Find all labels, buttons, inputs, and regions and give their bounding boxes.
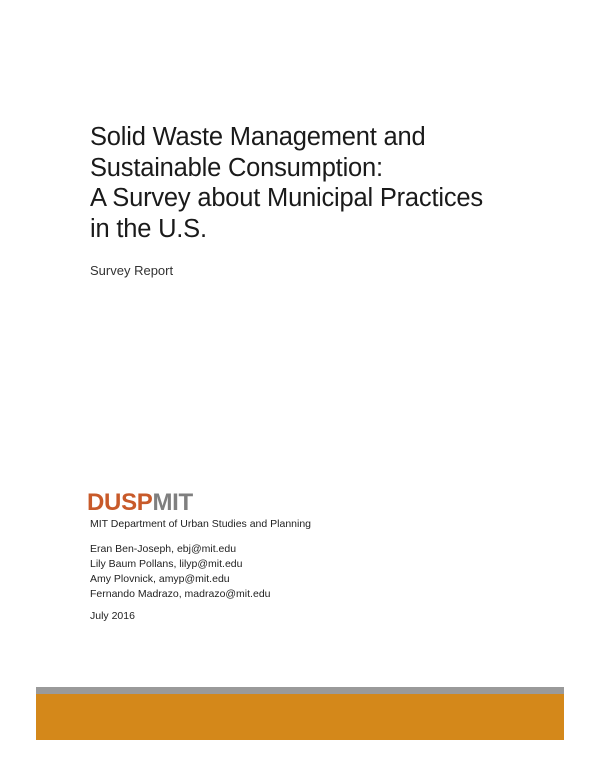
author-item: Eran Ben-Joseph, ebj@mit.edu <box>90 543 237 555</box>
report-title <box>90 122 560 244</box>
author-item: Fernando Madrazo, madrazo@mit.edu <box>90 588 271 600</box>
footer-gray-band <box>36 687 564 694</box>
logo-dusp-text: DUSP <box>87 489 153 516</box>
department-name: MIT Department of Urban Studies and Planning <box>90 518 312 530</box>
title-line-2: Sustainable Consumption: <box>90 153 383 182</box>
author-item: Amy Plovnick, amyp@mit.edu <box>90 573 230 585</box>
duspmit-logo <box>87 490 193 516</box>
author-list <box>90 542 271 602</box>
title-line-4: in the U.S. <box>90 214 207 243</box>
author-item: Lily Baum Pollans, lilyp@mit.edu <box>90 558 243 570</box>
footer-orange-band <box>36 694 564 740</box>
title-line-3: A Survey about Municipal Practices <box>90 184 483 212</box>
report-subtitle: Survey Report <box>90 263 174 278</box>
publication-date: July 2016 <box>90 610 135 622</box>
logo-mit-text: MIT <box>152 489 193 516</box>
title-line-1: Solid Waste Management and <box>90 123 426 151</box>
